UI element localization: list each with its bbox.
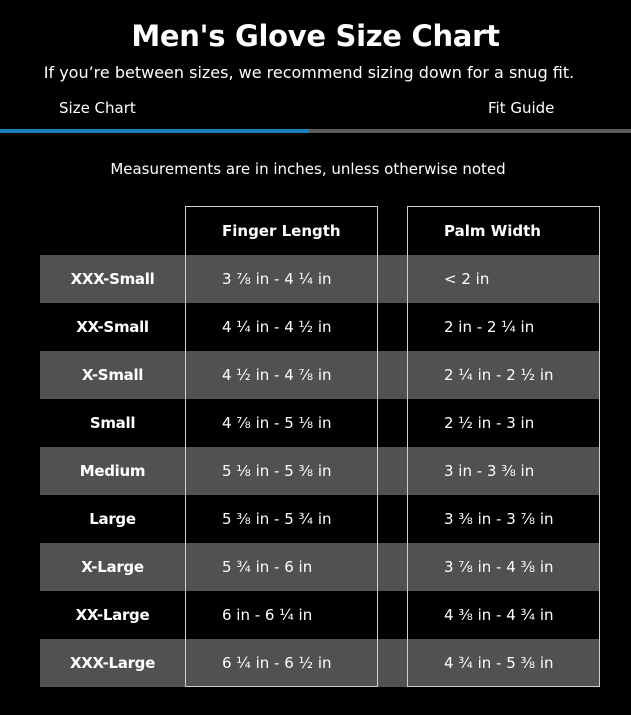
measurement-note: Measurements are in inches, unless otherwise noted bbox=[110, 160, 506, 178]
tab-active-indicator bbox=[0, 129, 309, 133]
finger-length-cell: 6 ¼ in - 6 ½ in bbox=[222, 654, 332, 672]
table-row bbox=[40, 351, 600, 399]
table-row bbox=[40, 399, 600, 447]
palm-width-cell: 2 ½ in - 3 in bbox=[444, 414, 535, 432]
palm-width-cell: 3 in - 3 ⅜ in bbox=[444, 462, 535, 480]
tab-track bbox=[0, 129, 631, 133]
page-title: Men's Glove Size Chart bbox=[131, 19, 500, 53]
tab-size-chart[interactable]: Size Chart bbox=[59, 99, 136, 117]
palm-width-cell: 4 ⅜ in - 4 ¾ in bbox=[444, 606, 554, 624]
size-cell: XXX-Small bbox=[70, 270, 155, 288]
table-row bbox=[40, 591, 600, 639]
finger-length-cell: 5 ⅜ in - 5 ¾ in bbox=[222, 510, 332, 528]
finger-length-cell: 6 in - 6 ¼ in bbox=[222, 606, 313, 624]
palm-width-cell: 2 in - 2 ¼ in bbox=[444, 318, 535, 336]
size-cell: Small bbox=[89, 414, 136, 432]
size-cell: Large bbox=[89, 510, 136, 528]
table-row bbox=[40, 255, 600, 303]
palm-width-cell: 3 ⅜ in - 3 ⅞ in bbox=[444, 510, 554, 528]
finger-length-cell: 5 ⅛ in - 5 ⅜ in bbox=[222, 462, 332, 480]
size-cell: X-Small bbox=[81, 366, 144, 384]
size-cell: X-Large bbox=[81, 558, 144, 576]
column-header-finger-length: Finger Length bbox=[222, 222, 341, 240]
finger-length-cell: 4 ¼ in - 4 ½ in bbox=[222, 318, 332, 336]
palm-width-cell: 2 ¼ in - 2 ½ in bbox=[444, 366, 554, 384]
palm-width-cell: 4 ¾ in - 5 ⅜ in bbox=[444, 654, 554, 672]
table-row bbox=[40, 447, 600, 495]
size-cell: XX-Large bbox=[75, 606, 150, 624]
table-row bbox=[40, 639, 600, 687]
finger-length-cell: 5 ¾ in - 6 in bbox=[222, 558, 313, 576]
finger-length-cell: 4 ⅞ in - 5 ⅛ in bbox=[222, 414, 332, 432]
palm-width-cell: 3 ⅞ in - 4 ⅜ in bbox=[444, 558, 554, 576]
finger-length-cell: 3 ⅞ in - 4 ¼ in bbox=[222, 270, 332, 288]
size-cell: XX-Small bbox=[76, 318, 149, 336]
palm-width-cell: < 2 in bbox=[444, 270, 490, 288]
finger-length-cell: 4 ½ in - 4 ⅞ in bbox=[222, 366, 332, 384]
tab-fit-guide[interactable]: Fit Guide bbox=[488, 99, 555, 117]
size-cell: XXX-Large bbox=[70, 654, 155, 672]
column-header-palm-width: Palm Width bbox=[444, 222, 541, 240]
table-row bbox=[40, 303, 600, 351]
table-row bbox=[40, 495, 600, 543]
table-row bbox=[40, 543, 600, 591]
size-cell: Medium bbox=[79, 462, 146, 480]
page-subtitle: If you’re between sizes, we recommend sizing down for a snug fit. bbox=[43, 63, 575, 82]
